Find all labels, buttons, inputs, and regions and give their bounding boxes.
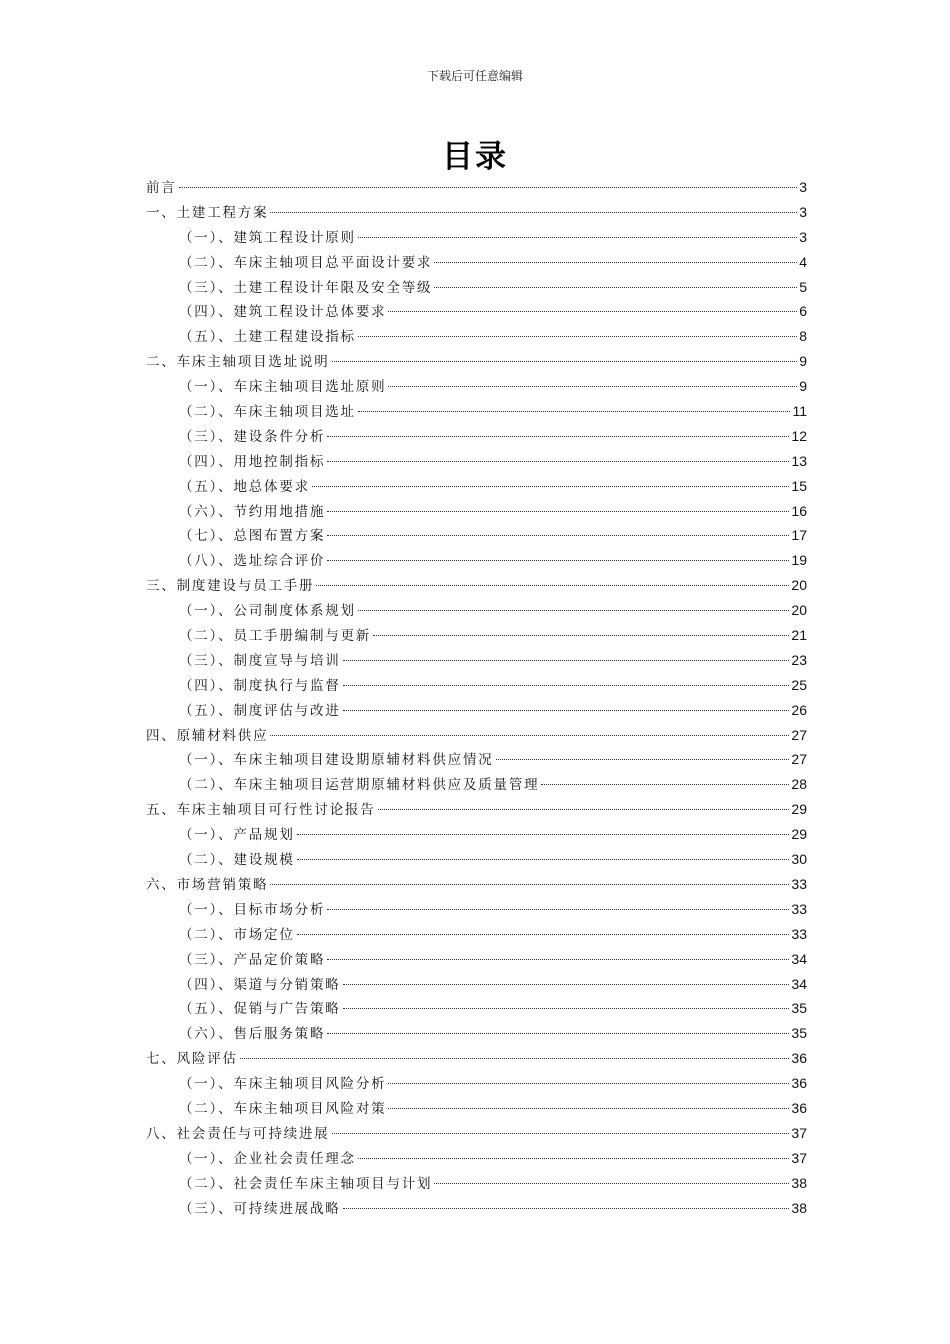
toc-section-entry[interactable] [146, 897, 807, 922]
toc-entry-label: （二）、建设规模 [179, 852, 295, 869]
toc-page-number: 37 [791, 1124, 807, 1141]
toc-dot-leader [327, 909, 789, 910]
toc-section-entry[interactable] [146, 1171, 807, 1196]
toc-chapter-entry[interactable] [146, 573, 807, 598]
toc-page-number: 11 [792, 403, 807, 420]
toc-chapter-entry[interactable] [146, 349, 807, 374]
toc-section-entry[interactable] [146, 698, 807, 723]
toc-dot-leader [358, 610, 790, 611]
toc-entry-label: （一）、车床主轴项目建设期原辅材料供应情况 [179, 752, 494, 769]
toc-page-number: 20 [791, 577, 807, 594]
toc-section-entry[interactable] [146, 1146, 807, 1171]
page-header-note: 下载后可任意编辑 [426, 69, 523, 83]
toc-entry-label: （二）、车床主轴项目风险对策 [179, 1100, 387, 1117]
toc-entry-label: 六、市场营销策略 [146, 876, 269, 893]
toc-section-entry[interactable] [146, 275, 807, 300]
toc-page-number: 29 [791, 826, 807, 843]
toc-entry-label: （一）、车床主轴项目风险分析 [179, 1076, 387, 1093]
toc-section-entry[interactable] [146, 673, 807, 698]
toc-entry-label: （一）、企业社会责任理念 [179, 1150, 356, 1167]
toc-dot-leader [297, 934, 790, 935]
toc-entry-label: （六）、售后服务策略 [179, 1026, 326, 1043]
toc-entry-label: 前言 [146, 180, 177, 196]
toc-dot-leader [388, 1083, 789, 1084]
toc-section-entry[interactable] [146, 374, 807, 399]
toc-page-number: 4 [799, 253, 807, 270]
toc-dot-leader [378, 809, 790, 810]
toc-section-entry[interactable] [146, 225, 807, 250]
toc-chapter-entry[interactable] [146, 1046, 807, 1071]
toc-dot-leader [343, 685, 790, 686]
toc-entry-label: （四）、建筑工程设计总体要求 [179, 304, 387, 321]
toc-page-number: 13 [791, 452, 807, 469]
toc-page-number: 36 [791, 1099, 807, 1116]
toc-entry-label: （三）、土建工程设计年限及安全等级 [179, 279, 433, 296]
toc-dot-leader [179, 187, 798, 188]
table-of-contents [146, 175, 807, 1220]
toc-page-number: 5 [799, 278, 807, 295]
toc-page-number: 34 [791, 950, 807, 967]
toc-section-entry[interactable] [146, 922, 807, 947]
toc-page-number: 36 [791, 1075, 807, 1092]
toc-page-number: 30 [791, 851, 807, 868]
toc-page-number: 12 [791, 427, 807, 444]
toc-section-entry[interactable] [146, 1196, 807, 1221]
toc-dot-leader [388, 311, 797, 312]
toc-page-number: 33 [791, 875, 807, 892]
toc-section-entry[interactable] [146, 1021, 807, 1046]
toc-section-entry[interactable] [146, 474, 807, 499]
toc-chapter-entry[interactable] [146, 200, 807, 225]
toc-entry-label: 七、风险评估 [146, 1051, 238, 1068]
toc-entry-label: （一）、公司制度体系规划 [179, 603, 356, 620]
toc-dot-leader [327, 511, 789, 512]
toc-entry-label: （五）、地总体要求 [179, 478, 310, 495]
toc-entry-label: （二）、车床主轴项目总平面设计要求 [179, 254, 433, 271]
toc-section-entry[interactable] [146, 1096, 807, 1121]
toc-page-number: 37 [791, 1149, 807, 1166]
toc-dot-leader [496, 759, 790, 760]
toc-section-entry[interactable] [146, 299, 807, 324]
toc-dot-leader [388, 386, 797, 387]
toc-dot-leader [270, 735, 789, 736]
toc-page-number: 15 [791, 477, 807, 494]
toc-entry-label: 八、社会责任与可持续进展 [146, 1125, 330, 1142]
toc-entry-label: （一）、产品规划 [179, 827, 295, 844]
toc-page-number: 9 [799, 378, 807, 395]
toc-dot-leader [343, 984, 790, 985]
toc-dot-leader [343, 660, 790, 661]
toc-section-entry[interactable] [146, 623, 807, 648]
toc-entry-label: （四）、制度执行与监督 [179, 677, 341, 694]
toc-entry-label: （四）、渠道与分销策略 [179, 976, 341, 993]
toc-dot-leader [358, 237, 797, 238]
toc-dot-leader [327, 535, 789, 536]
toc-page-number: 33 [791, 925, 807, 942]
toc-page-number: 3 [799, 179, 807, 195]
toc-entry-label: （二）、车床主轴项目运营期原辅材料供应及质量管理 [179, 777, 540, 794]
toc-dot-leader [388, 1108, 789, 1109]
toc-page-number: 29 [791, 801, 807, 818]
toc-page-number: 38 [791, 1174, 807, 1191]
toc-entry-label: （五）、促销与广告策略 [179, 1001, 341, 1018]
toc-section-entry[interactable] [146, 747, 807, 772]
toc-page-number: 28 [791, 776, 807, 793]
toc-page-number: 23 [791, 651, 807, 668]
toc-entry-label: （二）、车床主轴项目选址 [179, 404, 356, 421]
toc-page-number: 16 [791, 502, 807, 519]
toc-dot-leader [541, 784, 789, 785]
toc-dot-leader [434, 262, 797, 263]
toc-entry-label: 一、土建工程方案 [146, 204, 269, 221]
toc-section-entry[interactable] [146, 772, 807, 797]
toc-entry-label: （一）、车床主轴项目选址原则 [179, 379, 387, 396]
toc-section-entry[interactable] [146, 250, 807, 275]
toc-section-entry[interactable] [146, 548, 807, 573]
toc-chapter-entry[interactable] [146, 872, 807, 897]
toc-page-number: 27 [791, 726, 807, 743]
toc-dot-leader [358, 411, 791, 412]
toc-dot-leader [327, 560, 789, 561]
toc-dot-leader [297, 859, 790, 860]
toc-dot-leader [270, 884, 789, 885]
toc-entry-label: （二）、市场定位 [179, 926, 295, 943]
toc-dot-leader [327, 959, 789, 960]
toc-entry-label: （四）、用地控制指标 [179, 453, 326, 470]
toc-section-entry[interactable] [146, 598, 807, 623]
toc-chapter-entry[interactable] [146, 175, 807, 200]
toc-section-entry[interactable] [146, 1071, 807, 1096]
toc-dot-leader [373, 635, 789, 636]
toc-dot-leader [332, 361, 798, 362]
toc-dot-leader [434, 1183, 789, 1184]
toc-entry-label: （七）、总图布置方案 [179, 528, 326, 545]
toc-dot-leader [327, 436, 789, 437]
toc-chapter-entry[interactable] [146, 723, 807, 748]
toc-entry-label: （五）、制度评估与改进 [179, 702, 341, 719]
toc-page-number: 17 [791, 527, 807, 544]
toc-section-entry[interactable] [146, 822, 807, 847]
toc-dot-leader [343, 1008, 790, 1009]
toc-section-entry[interactable] [146, 996, 807, 1021]
toc-page-number: 26 [791, 701, 807, 718]
toc-entry-label: （六）、节约用地措施 [179, 503, 326, 520]
toc-section-entry[interactable] [146, 449, 807, 474]
toc-dot-leader [327, 461, 789, 462]
toc-entry-label: （一）、建筑工程设计原则 [179, 229, 356, 246]
toc-entry-label: 三、制度建设与员工手册 [146, 578, 315, 595]
toc-entry-label: （八）、选址综合评价 [179, 553, 326, 570]
toc-page-number: 33 [791, 900, 807, 917]
toc-entry-label: （五）、土建工程建设指标 [179, 329, 356, 346]
toc-section-entry[interactable] [146, 399, 807, 424]
toc-section-entry[interactable] [146, 499, 807, 524]
toc-page-number: 19 [791, 552, 807, 569]
toc-page-number: 6 [799, 303, 807, 320]
toc-page-number: 36 [791, 1050, 807, 1067]
toc-entry-label: （二）、社会责任车床主轴项目与计划 [179, 1175, 433, 1192]
toc-page-number: 35 [791, 1025, 807, 1042]
toc-dot-leader [327, 1033, 789, 1034]
toc-page-number: 38 [791, 1199, 807, 1216]
toc-dot-leader [240, 1058, 790, 1059]
toc-page-number: 8 [799, 328, 807, 345]
toc-section-entry[interactable] [146, 424, 807, 449]
toc-section-entry[interactable] [146, 648, 807, 673]
toc-entry-label: （三）、建设条件分析 [179, 428, 326, 445]
toc-section-entry[interactable] [146, 947, 807, 972]
toc-dot-leader [358, 1158, 790, 1159]
toc-entry-label: （三）、可持续进展战略 [179, 1200, 341, 1217]
toc-dot-leader [358, 336, 797, 337]
toc-dot-leader [343, 1208, 790, 1209]
toc-page-number: 20 [791, 602, 807, 619]
toc-entry-label: （二）、员工手册编制与更新 [179, 628, 372, 645]
toc-dot-leader [270, 212, 797, 213]
toc-page-number: 3 [799, 228, 807, 245]
toc-entry-label: 二、车床主轴项目选址说明 [146, 354, 330, 371]
toc-entry-label: 四、原辅材料供应 [146, 727, 269, 744]
toc-page-number: 3 [799, 203, 807, 220]
toc-dot-leader [343, 710, 790, 711]
toc-page-number: 21 [791, 627, 807, 644]
toc-section-entry[interactable] [146, 523, 807, 548]
toc-chapter-entry[interactable] [146, 797, 807, 822]
toc-page-number: 34 [791, 975, 807, 992]
toc-dot-leader [332, 1133, 790, 1134]
toc-dot-leader [434, 287, 797, 288]
toc-dot-leader [316, 585, 789, 586]
toc-page-number: 25 [791, 676, 807, 693]
toc-section-entry[interactable] [146, 972, 807, 997]
toc-entry-label: （三）、制度宣导与培训 [179, 652, 341, 669]
toc-entry-label: 五、车床主轴项目可行性讨论报告 [146, 802, 376, 819]
toc-title: 目录 [442, 139, 508, 175]
toc-page-number: 9 [799, 353, 807, 370]
toc-page-number: 35 [791, 1000, 807, 1017]
toc-dot-leader [297, 834, 790, 835]
toc-chapter-entry[interactable] [146, 1121, 807, 1146]
toc-entry-label: （一）、目标市场分析 [179, 901, 326, 918]
toc-section-entry[interactable] [146, 324, 807, 349]
toc-page-number: 27 [791, 751, 807, 768]
toc-section-entry[interactable] [146, 847, 807, 872]
toc-entry-label: （三）、产品定价策略 [179, 951, 326, 968]
toc-dot-leader [312, 486, 789, 487]
